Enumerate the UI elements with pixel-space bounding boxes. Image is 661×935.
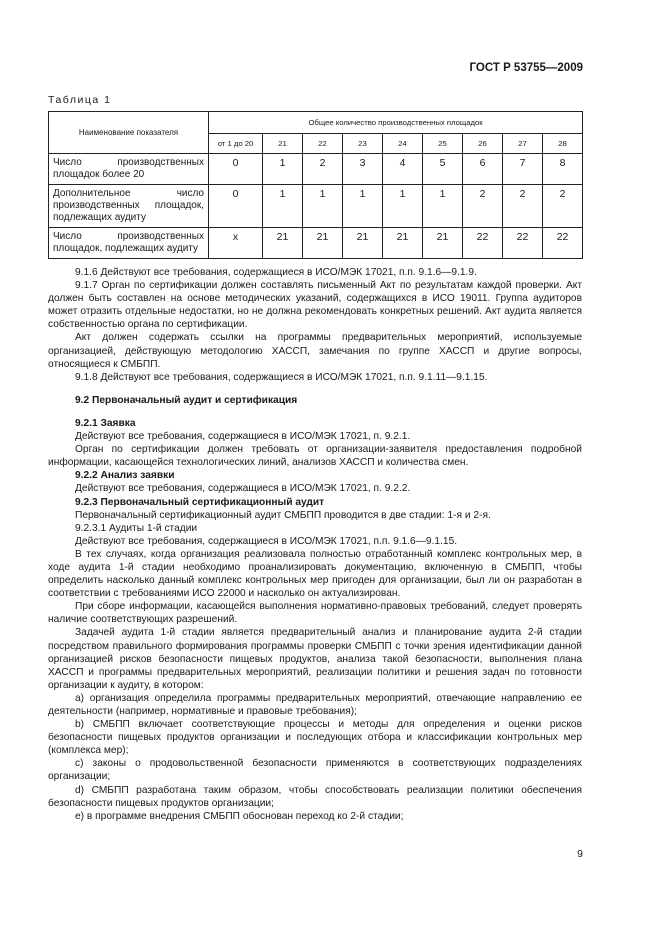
table-cell: 21	[383, 228, 423, 259]
paragraph: 9.1.8 Действуют все требования, содержащиеся в ИСО/МЭК 17021, п.п. 9.1.11—9.1.15.	[75, 371, 488, 383]
table-cell: 21	[303, 228, 343, 259]
table-cell: 3	[343, 154, 383, 185]
list-item: b) СМБПП включает соответствующие процессы и методы для определения и оценки рисков безопасности пищевых продуктов организации и последующих отбора и классификации контрольных мер (комплекса мер);	[48, 719, 582, 757]
paragraph: В тех случаях, когда организация реализовала полностью отработанный комплекс контрольных мер, в ходе аудита 1-й стадии необходимо проанализировать документацию, включенную в СМБПП, чтобы определить насколько данный комплекс контрольных мер пригоден для организации, был ли он разработан в соответствии с требованиями ИСО 22000 и насколько он актуализирован.	[48, 548, 582, 600]
paragraph: Акт должен содержать ссылки на программы предварительных мероприятий, используемые организацией, действующую методологию ХАССП, замечания по группе ХАССП и другие вопросы, относящиеся к СМБПП.	[48, 332, 582, 370]
col-header: 24	[383, 134, 423, 154]
table-cell: 4	[383, 154, 423, 185]
table-row	[49, 185, 583, 228]
table-cell: х	[209, 228, 263, 259]
column-header-group: Общее количество производственных площадок	[209, 112, 583, 134]
list-item: e) в программе внедрения СМБПП обоснован переход ко 2-й стадии;	[75, 810, 404, 822]
table-cell: 22	[543, 228, 583, 259]
row-label: Число производственных площадок, подлежащих аудиту	[49, 228, 209, 259]
data-table	[48, 111, 583, 259]
table-cell: 8	[543, 154, 583, 185]
col-header: 22	[303, 134, 343, 154]
table-cell: 21	[263, 228, 303, 259]
paragraph: При сборе информации, касающейся выполнения нормативно-правовых требований, следует проверять наличие соответствующих разрешений.	[48, 601, 582, 626]
table-cell: 5	[423, 154, 463, 185]
table-caption: Таблица 1	[48, 94, 112, 106]
table-cell: 2	[303, 154, 343, 185]
table-row	[49, 228, 583, 259]
table-cell: 21	[343, 228, 383, 259]
paragraph: Орган по сертификации должен требовать от организации-заявителя предоставления подробной информации, касающейся технологических линий, анализов ХАССП и количества смен.	[48, 444, 582, 469]
col-header: 21	[263, 134, 303, 154]
subsection-heading: 9.2.1 Заявка	[75, 417, 136, 429]
table-cell: 0	[209, 185, 263, 228]
col-header: 27	[503, 134, 543, 154]
paragraph: Действуют все требования, содержащиеся в ИСО/МЭК 17021, п. 9.2.2.	[75, 483, 411, 495]
table-cell: 2	[543, 185, 583, 228]
table-cell: 1	[423, 185, 463, 228]
col-header: от 1 до 20	[209, 134, 263, 154]
body-text	[48, 266, 582, 823]
table-cell: 1	[263, 154, 303, 185]
column-header-indicator: Наименование показателя	[49, 112, 209, 154]
paragraph: 9.1.6 Действуют все требования, содержащиеся в ИСО/МЭК 17021, п.п. 9.1.6—9.1.9.	[75, 267, 477, 278]
paragraph: Задачей аудита 1-й стадии является предварительный анализ и планирование аудита 2-й стадии посредством правильного формирования программы проверки СМБПП с точки зрения идентификации данной организацией рисков безопасности пищевых продуктов, анализа такой безопасности, выполнения плана ХАССП и программы предварительных мероприятий, реализации политики и решения задач по готовности организации к аудиту, в котором:	[48, 627, 582, 691]
list-item: c) законы о продовольственной безопасности применяются в соответствующих подразделениях организации;	[48, 758, 582, 783]
col-header: 25	[423, 134, 463, 154]
table-cell: 21	[423, 228, 463, 259]
table-cell: 7	[503, 154, 543, 185]
row-label: Число производственных площадок более 20	[49, 154, 209, 185]
section-heading: 9.2 Первоначальный аудит и сертификация	[75, 394, 298, 406]
table-cell: 22	[463, 228, 503, 259]
subsection-heading: 9.2.2 Анализ заявки	[75, 470, 175, 482]
row-label: Дополнительное число производственных площадок, подлежащих аудиту	[49, 185, 209, 228]
paragraph: Действуют все требования, содержащиеся в ИСО/МЭК 17021, п.п. 9.1.6—9.1.15.	[75, 535, 458, 547]
list-item: d) СМБПП разработана таким образом, чтобы способствовать реализации политики обеспечения безопасности пищевых продуктов организации;	[48, 784, 582, 809]
table-cell: 0	[209, 154, 263, 185]
table-cell: 2	[503, 185, 543, 228]
table-cell: 2	[463, 185, 503, 228]
subsection-heading: 9.2.3 Первоначальный сертификационный аудит	[75, 496, 325, 508]
paragraph: Первоначальный сертификационный аудит СМБПП проводится в две стадии: 1-я и 2-я.	[75, 509, 491, 521]
table-cell: 1	[303, 185, 343, 228]
list-item: a) организация определила программы предварительных мероприятий, отвечающие направлению ее деятельности (например, нормативные и правовые требования);	[48, 692, 582, 717]
subsubsection-heading: 9.2.3.1 Аудиты 1-й стадии	[75, 522, 198, 534]
col-header: 23	[343, 134, 383, 154]
table-cell: 1	[383, 185, 423, 228]
table-cell: 1	[343, 185, 383, 228]
col-header: 26	[463, 134, 503, 154]
document-code: ГОСТ Р 53755—2009	[469, 62, 583, 74]
table-row	[49, 154, 583, 185]
paragraph: Действуют все требования, содержащиеся в ИСО/МЭК 17021, п. 9.2.1.	[75, 431, 411, 443]
table-cell: 6	[463, 154, 503, 185]
paragraph: 9.1.7 Орган по сертификации должен составлять письменный Акт по результатам каждой проверки. Акт должен быть составлен на основе методических указаний, содержащихся в ИСО 19011. Группа аудиторов может отразить отдельные недостатки, но не должна рекомендовать конкретных решений. Акт аудита является собственностью органа по сертификации.	[48, 280, 582, 331]
col-header: 28	[543, 134, 583, 154]
table-cell: 22	[503, 228, 543, 259]
table-cell: 1	[263, 185, 303, 228]
page-number: 9	[577, 848, 583, 860]
